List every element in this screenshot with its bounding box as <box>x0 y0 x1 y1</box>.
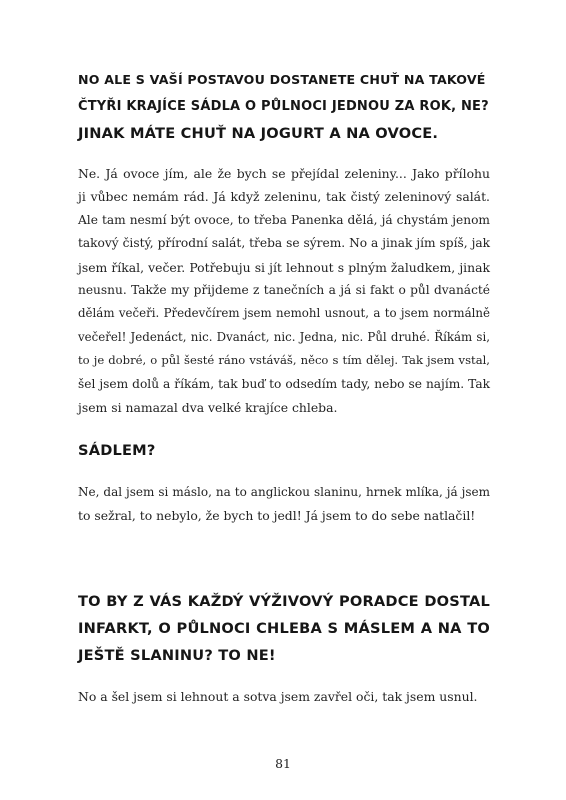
text-line: večeřel! Jedenáct, nic. Dvanáct, nic. Jedna, nic. Půl druhé. Říkám si, <box>78 329 490 344</box>
heading-line: SÁDLEM? <box>78 442 156 459</box>
text-line: Ne. Já ovoce jím, ale že bych se přejídal zeleniny... Jako přílohu <box>78 166 490 181</box>
heading-line: INFARKT, O PŮLNOCI CHLEBA S MÁSLEM A NA TO <box>78 620 490 637</box>
heading-line: JEŠTĚ SLANINU? TO NE! <box>78 647 276 664</box>
question-heading-2 <box>78 437 490 464</box>
text-line: neusnu. Takže my přijdeme z tanečních a já si fakt o půl dvanácté <box>78 283 490 298</box>
text-line: jsem si namazal dva velké krajíce chleba. <box>78 400 338 416</box>
text-line: šel jsem dolů a říkám, tak buď to odsedím tady, nebo se najím. Tak <box>78 376 490 391</box>
heading-line: ČTYŘI KRAJÍCE SÁDLA O PŮLNOCI JEDNOU ZA ROK, NE? <box>78 99 489 114</box>
text-line: to sežral, to nebylo, že bych to jedl! Já jsem to do sebe natlačil! <box>78 508 476 524</box>
question-heading-1 <box>78 66 490 147</box>
heading-line: JINAK MÁTE CHUŤ NA JOGURT A NA OVOCE. <box>78 125 439 142</box>
page-number: 81 <box>275 756 291 771</box>
question-heading-3 <box>78 588 490 669</box>
answer-paragraph-1 <box>78 162 490 419</box>
text-line: takový čistý, přírodní salát, třeba se sýrem. No a jinak jím spíš, jak <box>78 236 490 251</box>
text-line: Ale tam nesmí být ovoce, to třeba Panenka dělá, já chystám jenom <box>78 212 490 227</box>
text-line: No a šel jsem si lehnout a sotva jsem zavřel oči, tak jsem usnul. <box>78 689 478 704</box>
answer-paragraph-3 <box>78 685 490 708</box>
text-line: ji vůbec nemám rád. Já když zeleninu, tak čistý zeleninový salát. <box>78 189 490 205</box>
text-line: dělám večeři. Předevčírem jsem nemohl usnout, a to jsem normálně <box>78 306 490 321</box>
text-line: to je dobré, o půl šesté ráno vstáváš, něco s tím dělej. Tak jsem vstal, <box>78 353 490 368</box>
heading-line: NO ALE S VAŠÍ POSTAVOU DOSTANETE CHUŤ NA TAKOVÉ <box>78 72 486 87</box>
text-line: Ne, dal jsem si máslo, na to anglickou slaninu, hrnek mlíka, já jsem <box>78 485 490 499</box>
heading-line: TO BY Z VÁS KAŽDÝ VÝŽIVOVÝ PORADCE DOSTAL <box>78 593 490 610</box>
answer-paragraph-2 <box>78 481 490 528</box>
text-line: jsem říkal, večer. Potřebuju si jít lehnout s plným žaludkem, jinak <box>78 259 490 275</box>
